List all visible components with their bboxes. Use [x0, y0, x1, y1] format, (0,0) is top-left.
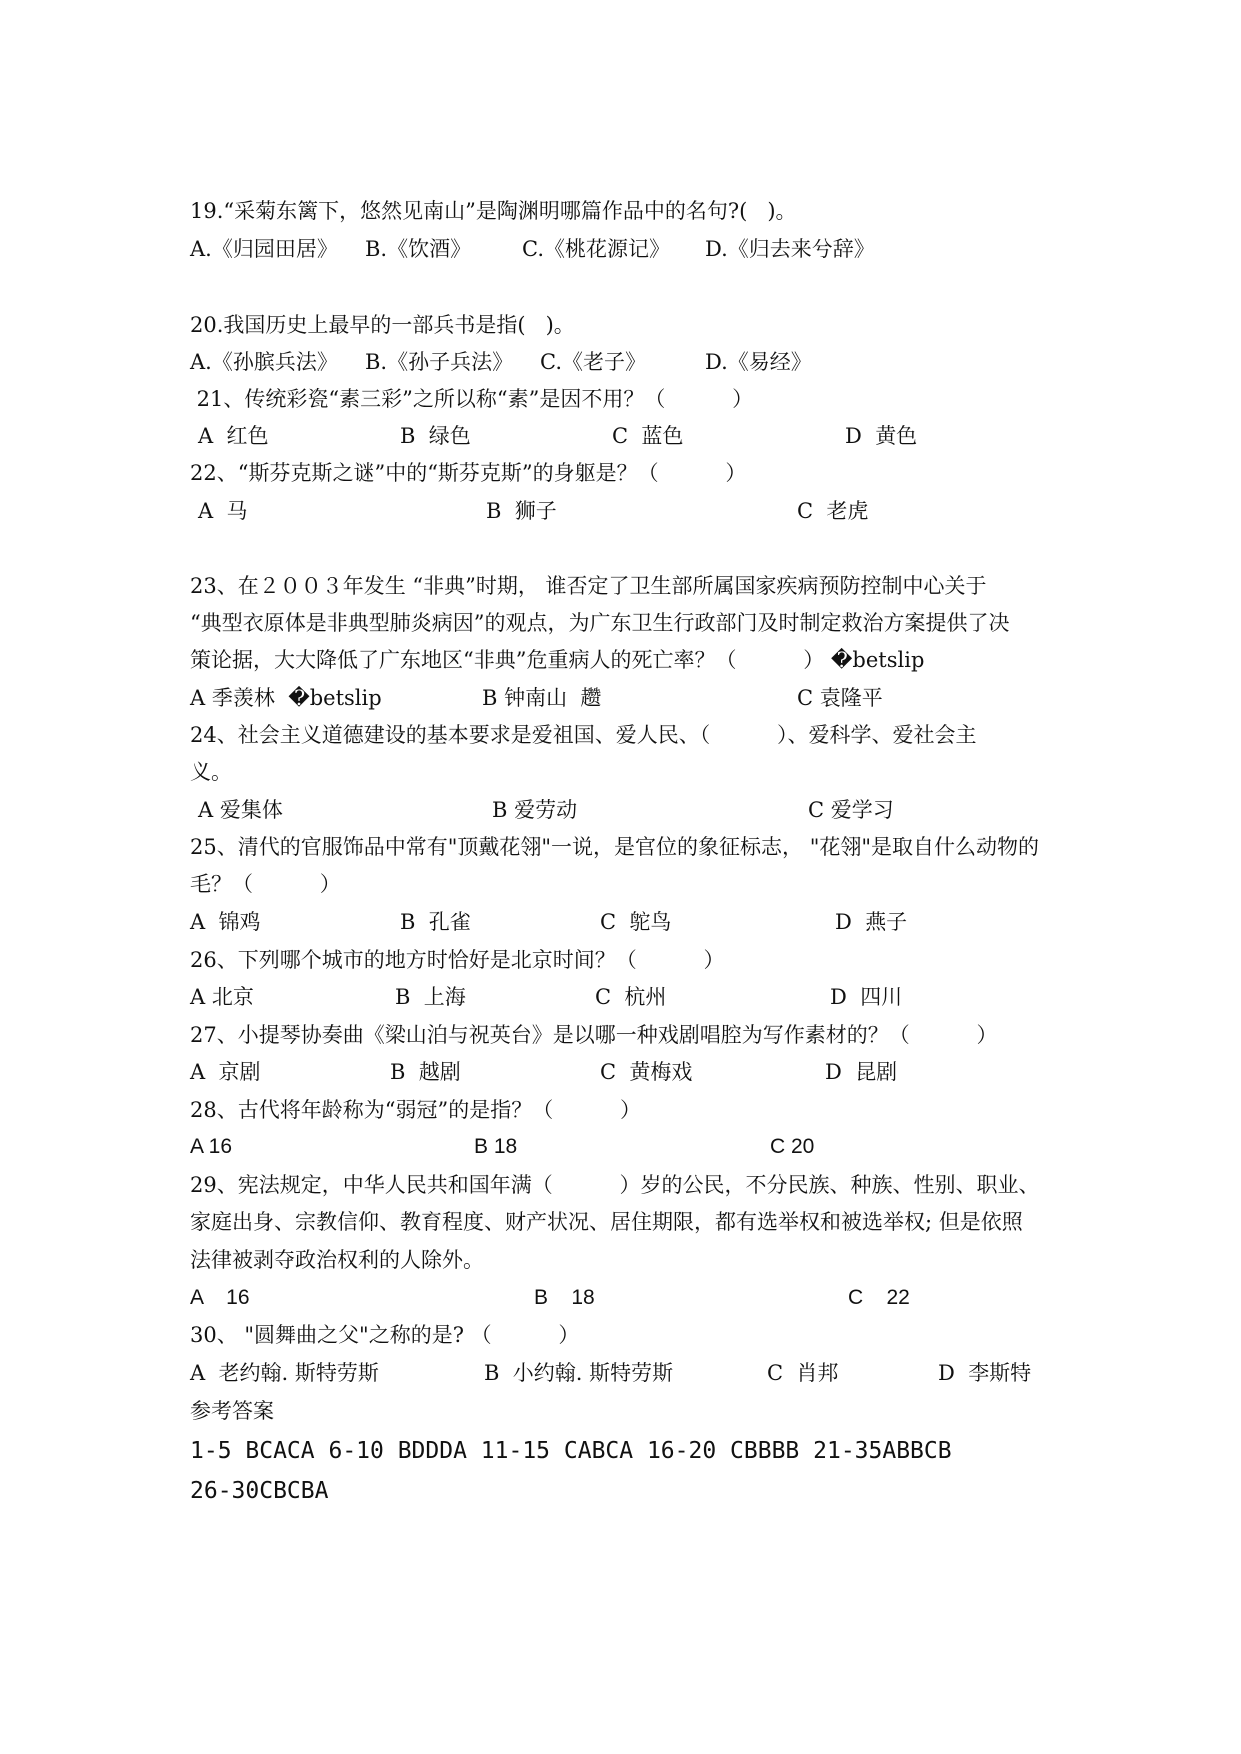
question-27-option-b: B 越剧: [390, 1060, 461, 1084]
question-27-option-c: C 黄梅戏: [600, 1060, 693, 1084]
question-23-option-b: B 钟南山 趱: [482, 686, 602, 710]
question-23-text-line-3: 策论据，大大降低了广东地区“非典”危重病人的死亡率？（ ） �betslip: [190, 648, 925, 672]
question-20-text: 20.我国历史上最早的一部兵书是指( )。: [190, 313, 575, 337]
question-21-option-a: A 红色: [198, 424, 269, 448]
question-24-option-c: C 爱学习: [808, 798, 894, 822]
question-29-text-line-1: 29、宪法规定，中华人民共和国年满（ ）岁的公民，不分民族、种族、性别、职业、: [190, 1173, 1040, 1197]
question-21-option-b: B 绿色: [400, 424, 471, 448]
question-30-option-a: A 老约翰. 斯特劳斯: [190, 1361, 379, 1385]
question-20-option-a: A.《孙膑兵法》: [190, 350, 338, 374]
question-24-text-line-2: 义。: [190, 760, 232, 784]
question-29-option-c: C 22: [848, 1286, 910, 1309]
question-19-option-a: A.《归园田居》: [190, 237, 338, 261]
question-25-text-line-2: 毛？（ ）: [190, 872, 341, 896]
question-20-option-d: D.《易经》: [705, 350, 812, 374]
question-29-option-b: B 18: [534, 1286, 595, 1309]
question-24-text-line-1: 24、社会主义道德建设的基本要求是爱祖国、爱人民、（ ）、爱科学、爱社会主: [190, 723, 977, 747]
question-28-text: 28、古代将年龄称为“弱冠”的是指？（ ）: [190, 1098, 641, 1122]
question-22-option-b: B 狮子: [486, 499, 557, 523]
question-30-option-d: D 李斯特: [938, 1361, 1032, 1385]
question-27-option-a: A 京剧: [190, 1060, 261, 1084]
question-25-option-d: D 燕子: [835, 910, 908, 934]
answers-line-1: 1-5 BCACA 6-10 BDDDA 11-15 CABCA 16-20 CBBBB 21-35ABBCB: [190, 1438, 952, 1464]
question-26-text: 26、下列哪个城市的地方时恰好是北京时间？（ ）: [190, 948, 725, 972]
question-28-option-c: C 20: [770, 1135, 815, 1158]
question-28-option-b: B 18: [474, 1135, 518, 1158]
question-19-text: 19.“采菊东篱下，悠然见南山”是陶渊明哪篇作品中的名句?( )。: [190, 199, 797, 223]
question-22-text: 22、“斯芬克斯之谜”中的“斯芬克斯”的身躯是？（ ）: [190, 461, 747, 485]
question-23-option-c: C 袁隆平: [797, 686, 883, 710]
question-21-text: 21、传统彩瓷“素三彩”之所以称“素”是因不用？（ ）: [190, 387, 754, 411]
question-19-option-c: C.《桃花源记》: [522, 237, 670, 261]
question-30-option-c: C 肖邦: [767, 1361, 839, 1385]
question-19-option-b: B.《饮酒》: [365, 237, 472, 261]
question-26-option-a: A 北京: [190, 985, 254, 1009]
question-30-option-b: B 小约翰. 斯特劳斯: [484, 1361, 674, 1385]
question-28-option-a: A 16: [190, 1135, 233, 1158]
question-29-text-line-3: 法律被剥夺政治权利的人除外。: [190, 1248, 484, 1272]
question-20-option-b: B.《孙子兵法》: [365, 350, 514, 374]
question-27-text: 27、小提琴协奏曲《梁山泊与祝英台》是以哪一种戏剧唱腔为写作素材的？（ ）: [190, 1023, 998, 1047]
answers-heading: 参考答案: [190, 1399, 274, 1423]
question-24-option-a: A 爱集体: [198, 798, 283, 822]
question-23-text-line-2: “典型衣原体是非典型肺炎病因”的观点，为广东卫生行政部门及时制定救治方案提供了决: [190, 611, 1010, 635]
question-22-option-c: C 老虎: [797, 499, 869, 523]
question-25-option-b: B 孔雀: [400, 910, 471, 934]
question-21-option-d: D 黄色: [845, 424, 918, 448]
question-25-option-a: A 锦鸡: [190, 910, 261, 934]
question-26-option-d: D 四川: [830, 985, 903, 1009]
answers-line-2: 26-30CBCBA: [190, 1478, 329, 1504]
question-23-option-a: A 季羡林 �betslip: [190, 686, 382, 710]
question-29-option-a: A 16: [190, 1286, 250, 1309]
question-21-option-c: C 蓝色: [612, 424, 684, 448]
question-29-text-line-2: 家庭出身、宗教信仰、教育程度、财产状况、居住期限，都有选举权和被选举权; 但是依照: [190, 1210, 1023, 1234]
question-30-text: 30、 "圆舞曲之父"之称的是? （ ）: [190, 1323, 580, 1347]
question-22-option-a: A 马: [198, 499, 248, 523]
question-25-text-line-1: 25、清代的官服饰品中常有"顶戴花翎"一说，是官位的象征标志， "花翎"是取自什么动物的: [190, 835, 1040, 859]
question-23-text-line-1: 23、在２００３年发生 “非典”时期， 谁否定了卫生部所属国家疾病预防控制中心关于: [190, 574, 987, 598]
question-25-option-c: C 鸵鸟: [600, 910, 672, 934]
question-24-option-b: B 爱劳动: [492, 798, 578, 822]
question-20-option-c: C.《老子》: [540, 350, 646, 374]
question-26-option-b: B 上海: [395, 985, 466, 1009]
question-27-option-d: D 昆剧: [825, 1060, 898, 1084]
question-26-option-c: C 杭州: [595, 985, 667, 1009]
question-19-option-d: D.《归去来兮辞》: [705, 237, 875, 261]
